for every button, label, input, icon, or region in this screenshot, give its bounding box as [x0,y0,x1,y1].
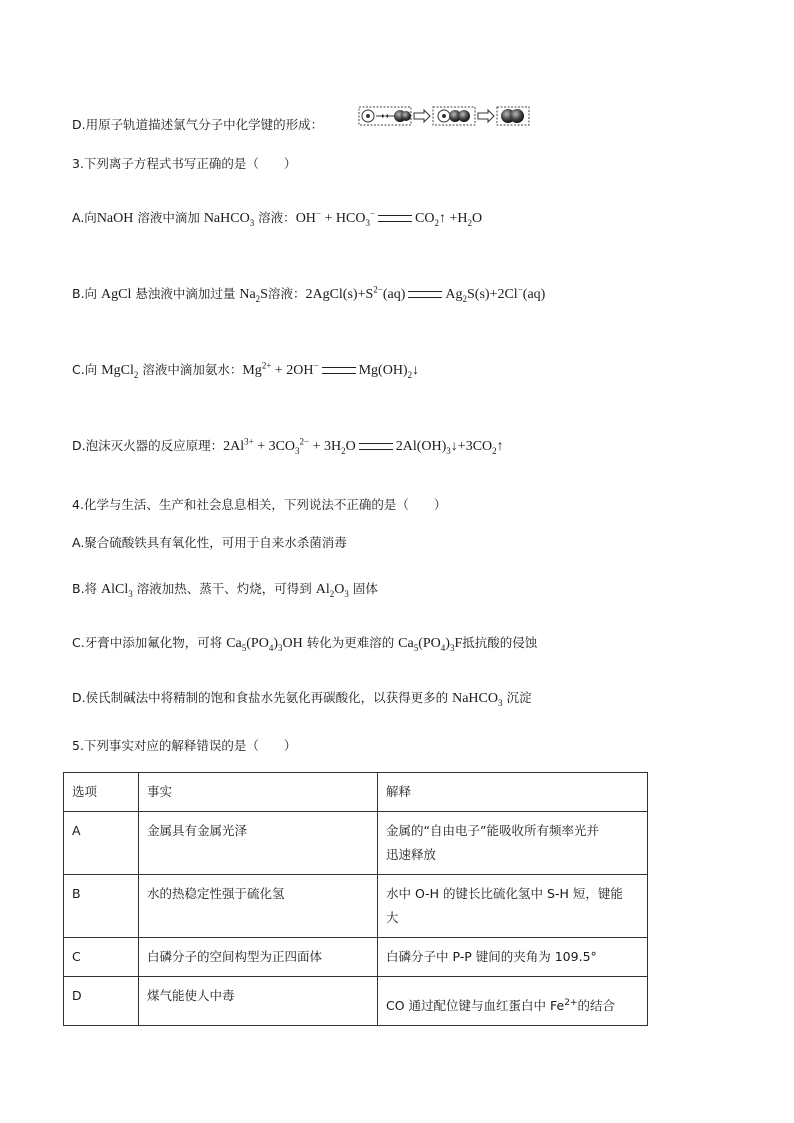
table-row [64,812,648,875]
equals-sign [408,291,442,298]
q3-option-c: C.向 MgCl$_2$ 溶液中滴加氨水：$Mg^{2+} + 2OH^-$ $Mg(OH)_2↓$ [72,360,420,380]
q4-option-c: C.牙膏中添加氟化物，可将 $Ca_5(PO_4)_3OH$ 转化为更难溶的 $Ca_5(PO_4)_3F$抵抗酸的侵蚀 [72,635,538,653]
table-header-cell: 事实 [139,773,378,812]
q4-option-b: B.将 AlCl$_3$ 溶液加热、蒸干、灼烧，可得到 $Al_2O_3$ 固体 [72,581,378,599]
orbital-arrow-1 [414,110,430,122]
table-cell-explanation: 白磷分子中 P-P 键间的夹角为 109.5° [378,938,648,977]
q2-option-d-text: D.用原子轨道描述氯气分子中化学键的形成： [72,117,324,132]
table-cell-option: B [64,875,139,938]
q4-stem: 4.化学与生活、生产和社会息息相关，下列说法不正确的是（ ） [72,497,447,512]
equals-sign [359,443,393,450]
table-row [64,977,648,1026]
q5-stem: 5.下列事实对应的解释错误的是（ ） [72,738,297,753]
table-cell-fact: 金属具有金属光泽 [139,812,378,875]
orbital-overlap-diagram [358,106,530,126]
q3-d-equation: $2Al^{3+} + 3CO_3^{2-} + 3H_2O$ $2Al(OH)_3↓+3CO_2↑$ [223,436,504,456]
equals-sign [378,215,412,222]
table-cell-explanation: 水中 O-H 的键长比硫化氢中 S-H 短，键能 大 [378,875,648,938]
q3-stem: 3.下列离子方程式书写正确的是（ ） [72,156,297,171]
table-row [64,938,648,977]
table-cell-fact: 白磷分子的空间构型为正四面体 [139,938,378,977]
equals-sign [322,367,356,374]
table-header-row [64,773,648,812]
q2-option-d [72,115,323,135]
table-cell-explanation: CO 通过配位键与血红蛋白中 $Fe^{2+}$的结合 [378,977,648,1026]
table-cell-fact: 水的热稳定性强于硫化氢 [139,875,378,938]
q3-a-equation: $OH^- + HCO_3^-$ $CO_2↑ +H_2O$ [295,208,483,228]
q3-c-equation: $Mg^{2+} + 2OH^-$ $Mg(OH)_2↓$ [242,360,420,380]
q3-option-b: B.向 AgCl 悬浊液中滴加过量 $Na_2S$溶液：$2AgCl(s)+S^{2-}(aq)$ $Ag_2S(s)+2Cl^-(aq)$ [72,284,546,304]
table-cell-fact: 煤气能使人中毒 [139,977,378,1026]
table-header-cell: 选项 [64,773,139,812]
orbital-arrow-2 [478,110,494,122]
table-cell-option: A [64,812,139,875]
table-row [64,875,648,938]
table-header-cell: 解释 [378,773,648,812]
q3-option-a: A.向NaOH 溶液中滴加 NaHCO$_3$ 溶液：$OH^- + HCO_3^-$ $CO_2↑ +H_2O$ [72,208,483,228]
q3-b-equation: $2AgCl(s)+S^{2-}(aq)$ $Ag_2S(s)+2Cl^-(aq)$ [305,284,546,304]
q4-option-d: D.侯氏制碱法中将精制的饱和食盐水先氨化再碳酸化，以获得更多的 NaHCO$_3$ 沉淀 [72,690,532,708]
q4-option-a: A.聚合硫酸铁具有氧化性，可用于自来水杀菌消毒 [72,535,347,550]
table-cell-option: D [64,977,139,1026]
table-cell-explanation: 金属的“自由电子”能吸收所有频率光并 迅速释放 [378,812,648,875]
q5-table [63,772,648,1026]
table-cell-option: C [64,938,139,977]
q3-option-d: D.泡沫灭火器的反应原理：$2Al^{3+} + 3CO_3^{2-} + 3H_2O$ $2Al(OH)_3↓+3CO_2↑$ [72,436,504,456]
